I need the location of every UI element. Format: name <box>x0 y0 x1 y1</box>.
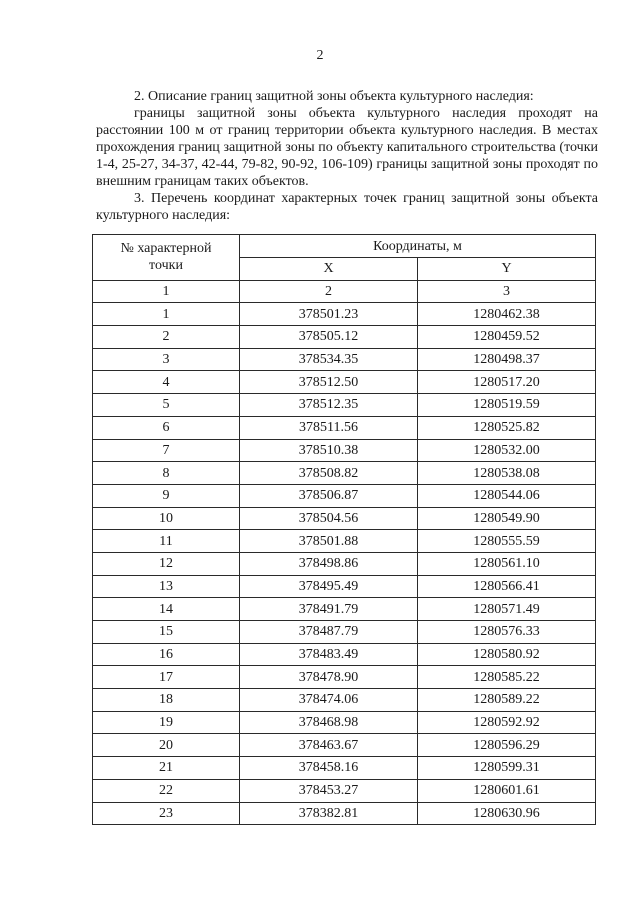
table-row <box>93 552 596 575</box>
table-row <box>93 757 596 780</box>
table-row <box>93 484 596 507</box>
y-coordinate-cell: 1280576.33 <box>418 621 596 644</box>
header-x: X <box>240 258 418 281</box>
point-number-cell: 18 <box>93 689 240 712</box>
table-row <box>93 802 596 825</box>
x-coordinate-cell: 378478.90 <box>240 666 418 689</box>
y-coordinate-cell: 1280555.59 <box>418 530 596 553</box>
point-number-cell: 7 <box>93 439 240 462</box>
point-number-cell: 14 <box>93 598 240 621</box>
point-number-cell: 1 <box>93 303 240 326</box>
table-row <box>93 303 596 326</box>
x-coordinate-cell: 378504.56 <box>240 507 418 530</box>
header-y: Y <box>418 258 596 281</box>
point-number-cell: 21 <box>93 757 240 780</box>
column-number-3: 3 <box>418 280 596 303</box>
y-coordinate-cell: 1280532.00 <box>418 439 596 462</box>
table-row <box>93 621 596 644</box>
page-number: 2 <box>316 48 324 63</box>
x-coordinate-cell: 378487.79 <box>240 621 418 644</box>
x-coordinate-cell: 378534.35 <box>240 348 418 371</box>
x-coordinate-cell: 378468.98 <box>240 711 418 734</box>
table-row <box>93 416 596 439</box>
point-number-cell: 16 <box>93 643 240 666</box>
y-coordinate-cell: 1280517.20 <box>418 371 596 394</box>
point-number-cell: 15 <box>93 621 240 644</box>
x-coordinate-cell: 378474.06 <box>240 689 418 712</box>
y-coordinate-cell: 1280589.22 <box>418 689 596 712</box>
point-number-cell: 22 <box>93 779 240 802</box>
table-row <box>93 689 596 712</box>
x-coordinate-cell: 378498.86 <box>240 552 418 575</box>
x-coordinate-cell: 378512.50 <box>240 371 418 394</box>
table-row <box>93 711 596 734</box>
column-number-2: 2 <box>240 280 418 303</box>
section-2-heading: 2. Описание границ защитной зоны объекта культурного наследия: <box>134 89 534 104</box>
point-number-cell: 5 <box>93 394 240 417</box>
table-row <box>93 734 596 757</box>
x-coordinate-cell: 378463.67 <box>240 734 418 757</box>
x-coordinate-cell: 378511.56 <box>240 416 418 439</box>
x-coordinate-cell: 378501.23 <box>240 303 418 326</box>
point-number-cell: 13 <box>93 575 240 598</box>
x-coordinate-cell: 378501.88 <box>240 530 418 553</box>
x-coordinate-cell: 378382.81 <box>240 802 418 825</box>
table-row <box>93 326 596 349</box>
point-number-cell: 6 <box>93 416 240 439</box>
y-coordinate-cell: 1280566.41 <box>418 575 596 598</box>
y-coordinate-cell: 1280538.08 <box>418 462 596 485</box>
point-number-cell: 2 <box>93 326 240 349</box>
x-coordinate-cell: 378510.38 <box>240 439 418 462</box>
point-number-cell: 19 <box>93 711 240 734</box>
y-coordinate-cell: 1280601.61 <box>418 779 596 802</box>
header-point-line1: № характерной <box>120 241 212 257</box>
table-row <box>93 507 596 530</box>
x-coordinate-cell: 378512.35 <box>240 394 418 417</box>
table-row <box>93 348 596 371</box>
x-coordinate-cell: 378491.79 <box>240 598 418 621</box>
point-number-cell: 8 <box>93 462 240 485</box>
y-coordinate-cell: 1280561.10 <box>418 552 596 575</box>
y-coordinate-cell: 1280544.06 <box>418 484 596 507</box>
y-coordinate-cell: 1280498.37 <box>418 348 596 371</box>
point-number-cell: 10 <box>93 507 240 530</box>
point-number-cell: 11 <box>93 530 240 553</box>
y-coordinate-cell: 1280592.92 <box>418 711 596 734</box>
x-coordinate-cell: 378458.16 <box>240 757 418 780</box>
table-row <box>93 530 596 553</box>
point-number-cell: 12 <box>93 552 240 575</box>
y-coordinate-cell: 1280519.59 <box>418 394 596 417</box>
x-coordinate-cell: 378495.49 <box>240 575 418 598</box>
column-number-1: 1 <box>93 280 240 303</box>
table-row <box>93 394 596 417</box>
y-coordinate-cell: 1280585.22 <box>418 666 596 689</box>
table-row <box>93 643 596 666</box>
point-number-cell: 20 <box>93 734 240 757</box>
point-number-cell: 4 <box>93 371 240 394</box>
table-row <box>93 575 596 598</box>
y-coordinate-cell: 1280549.90 <box>418 507 596 530</box>
x-coordinate-cell: 378483.49 <box>240 643 418 666</box>
x-coordinate-cell: 378453.27 <box>240 779 418 802</box>
header-point-number <box>93 235 240 281</box>
y-coordinate-cell: 1280596.29 <box>418 734 596 757</box>
y-coordinate-cell: 1280580.92 <box>418 643 596 666</box>
document-text <box>96 88 598 224</box>
coordinates-table <box>92 234 596 825</box>
section-2-body: границы защитной зоны объекта культурного наследия проходят на расстоянии 100 м от границ территории объекта культурного наследия. В местах прохождения границ защитной зоны по объекту капитального строительства (точки 1-4, 25-27, 34-37, 42-44, 79-82, 90-92, 106-109) границы защитной зоны проходят по внешним границам таких объектов. <box>96 106 598 189</box>
header-coordinates: Координаты, м <box>240 235 596 258</box>
table-row <box>93 371 596 394</box>
point-number-cell: 23 <box>93 802 240 825</box>
y-coordinate-cell: 1280459.52 <box>418 326 596 349</box>
section-3-heading: 3. Перечень координат характерных точек границ защитной зоны объекта культурного наследия: <box>96 191 598 223</box>
y-coordinate-cell: 1280599.31 <box>418 757 596 780</box>
x-coordinate-cell: 378506.87 <box>240 484 418 507</box>
point-number-cell: 17 <box>93 666 240 689</box>
table-row <box>93 598 596 621</box>
table-column-numbers-row <box>93 280 596 303</box>
table-row <box>93 779 596 802</box>
y-coordinate-cell: 1280525.82 <box>418 416 596 439</box>
point-number-cell: 3 <box>93 348 240 371</box>
point-number-cell: 9 <box>93 484 240 507</box>
y-coordinate-cell: 1280571.49 <box>418 598 596 621</box>
table-header-row <box>93 235 596 258</box>
table-row <box>93 439 596 462</box>
header-point-line2: точки <box>149 258 183 274</box>
coordinates-table-body <box>93 235 596 825</box>
table-row <box>93 666 596 689</box>
y-coordinate-cell: 1280462.38 <box>418 303 596 326</box>
x-coordinate-cell: 378508.82 <box>240 462 418 485</box>
x-coordinate-cell: 378505.12 <box>240 326 418 349</box>
y-coordinate-cell: 1280630.96 <box>418 802 596 825</box>
table-row <box>93 462 596 485</box>
